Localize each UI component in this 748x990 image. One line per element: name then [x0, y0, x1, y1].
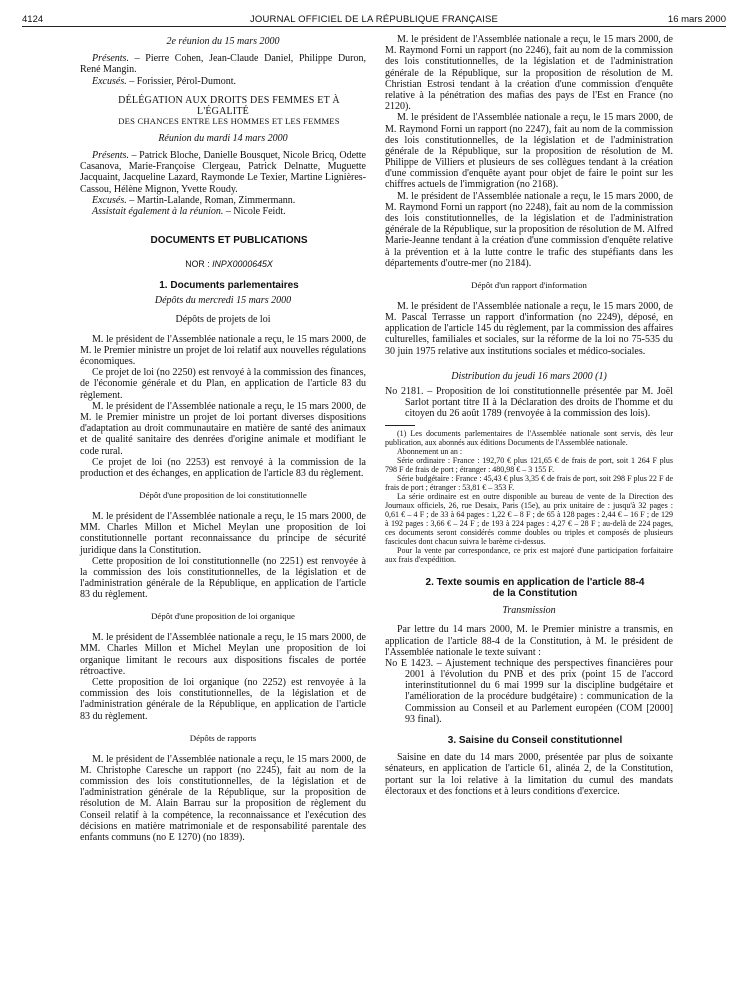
paragraph: M. le président de l'Assemblée nationale a reçu, le 15 mars 2000, de MM. Charles Millon et Michel Meylan une proposition de loi constitutionnelle portant reconnaissance du principe de sécurité juridique dans la Constitution. [80, 510, 366, 556]
page-number: 4124 [22, 14, 44, 25]
section-title: 1. Documents parlementaires [159, 280, 299, 292]
paragraph: M. le président de l'Assemblée nationale a reçu, le 15 mars 2000, de M. le Premier ministre un projet de loi relatif aux nouvelles régulations économiques. [80, 333, 366, 368]
paragraph: Saisine en date du 14 mars 2000, présentée par plus de soixante sénateurs, en application de l'article 61, alinéa 2, de la Constitution, portant sur la loi relative à la limitation du cumul des mandats électoraux et des fonctions et à leurs conditions d'exercice. [385, 752, 673, 797]
excuses-paragraph [80, 76, 366, 87]
paragraph: M. le président de l'Assemblée nationale a reçu, le 15 mars 2000, de M. Christophe Caresche un rapport (no 2245), fait au nom de la commission des lois constitutionnelles, de la législation et de l'administration générale de la République, sur la proposition de résolution de M. Alain Barrau sur la proposition de règlement du Conseil relatif à la compétence, la reconnaissance et l'exécution des décisions en matière matrimoniale et de responsabilité parentale des enfants communs (no E 1270) (no 1839). [80, 753, 366, 843]
presents-paragraph [80, 150, 366, 195]
transmission-title: Transmission [502, 605, 556, 617]
distribution-item: No 2181. – Proposition de loi constitutionnelle présentée par M. Joël Sarlot portant titre II à la Déclaration des droits de l'homme et du citoyen du 26 août 1789 (renvoyée à la commission des lois). [385, 385, 673, 420]
assistait-paragraph [80, 206, 366, 217]
paragraph: M. le président de l'Assemblée nationale a reçu, le 15 mars 2000, de M. Raymond Forni un rapport (no 2248), fait au nom de la commission des lois constitutionnelles, de la législation et de l'administration générale de la République, sur la proposition de résolution de M. Alfred Marie-Jeanne tendant à la création d'une commission d'enquête relative à la prévention et à la lutte contre le trafic des stupéfiants dans les départements d'outre-mer (no 2184). [385, 190, 673, 269]
reunion-mardi: Réunion du mardi 14 mars 2000 [158, 132, 288, 144]
footnote [385, 430, 673, 564]
delegation-subtitle: DES CHANCES ENTRE LES HOMMES ET LES FEMMES [118, 116, 340, 127]
paragraph: M. le président de l'Assemblée nationale a reçu, le 15 mars 2000, de MM. Charles Millon et Michel Meylan une proposition de loi organique limitant le recours aux dispositions fiscales de portée rétroactive. [80, 632, 366, 677]
depots-date: Dépôts du mercredi 15 mars 2000 [154, 295, 292, 307]
paragraph: M. le président de l'Assemblée nationale a reçu, le 15 mars 2000, de M. le Premier ministre un projet de loi portant diverses dispositions d'adaptation au droit communautaire en matière de santé des animaux et de qualité sanitaire des denrées d'origine animale et modifiant le code rural. [80, 400, 366, 457]
header-rule [22, 26, 726, 27]
footnote-paragraph: Série ordinaire : France : 192,70 € plus 121,65 € de frais de port, soit 1 264 F plus 798 F de frais de port ; étranger : 480,98 € – 3 155 F. [385, 456, 673, 475]
excuses-paragraph [80, 195, 366, 206]
subsection-title: Dépôts de rapports [189, 732, 257, 743]
presents-label: Présents. [92, 149, 129, 161]
paragraph: M. le président de l'Assemblée nationale a reçu, le 15 mars 2000, de M. Raymond Forni un rapport (no 2246), fait au nom de la commission des lois constitutionnelles, de la législation et de l'administration générale de la République, sur la proposition de résolution de M. Christian Estrosi tendant à la création d'une commission d'enquête relative à la pénétration des mafias des pays de l'Est en France (no 2120). [385, 34, 673, 113]
subsection-title: Dépôts de projets de loi [175, 314, 271, 326]
subsection-title: Dépôt d'une proposition de loi organique [151, 611, 295, 622]
nor-value: INPX0000645X [212, 259, 273, 270]
excuses-label: Excusés. [92, 194, 127, 206]
nor-reference [80, 260, 366, 270]
transmitted-item: No E 1423. – Ajustement technique des perspectives financières pour 2001 à l'évolution du PNB et des prix (point 15 de l'accord interinstitutionnel du 6 mai 1999 sur la discipline budgétaire et l'amélioration de la procédure budgétaire) : communication de la Commission au Conseil et au Parlement européen (COM [2000] 93 final). [385, 657, 673, 725]
presents-paragraph [80, 53, 366, 75]
section-title: 2. Texte soumis en application de l'article 88-4 [425, 576, 645, 588]
footnote-paragraph: La série ordinaire est en outre disponible au bureau de vente de la Direction des Journaux officiels, 26, rue Desaix, Paris (15e), au prix unitaire de : jusqu'à 32 pages : 0,61 € – 4 F ; de 33 à 64 pages : 1,22 € – 8 F ; de 65 à 128 pages : 2,44 € – 16 F ; de 129 à 192 pages : 3,66 € – 24 F ; de 193 à 224 pages : 4,27 € – 28 F ; au-delà de 224 pages, ces documents seront considérés comme doubles ou triples et composés de plusieurs fascicules dont chacun suivra le barème ci-dessus. [385, 492, 673, 546]
page-header [22, 10, 726, 30]
journal-title: JOURNAL OFFICIEL DE LA RÉPUBLIQUE FRANÇAISE [249, 14, 499, 25]
issue-date: 16 mars 2000 [667, 14, 726, 25]
assistait-label: Assistait également à la réunion. [92, 205, 224, 217]
paragraph: Ce projet de loi (no 2253) est renvoyé à la commission de la production et des échanges, en application de l'article 83 du règlement. [80, 456, 366, 479]
footnote-paragraph: Pour la vente par correspondance, ce prix est majoré d'une participation forfaitaire aux frais d'expédition. [385, 545, 673, 564]
footnote-paragraph: Série budgétaire : France : 45,43 € plus 3,35 € de frais de port, soit 298 F plus 22 F de frais de port ; étranger : 53,81 € – 353 F. [385, 474, 673, 493]
right-column [385, 34, 673, 797]
subsection-title: Dépôt d'une proposition de loi constitutionnelle [139, 490, 307, 501]
delegation-title: DÉLÉGATION AUX DROITS DES FEMMES ET À L'ÉGALITÉ [118, 94, 340, 117]
documents-title: DOCUMENTS ET PUBLICATIONS [150, 235, 308, 247]
presents-text: – Pierre Cohen, Jean-Claude Daniel, Philippe Duron, René Mangin. [80, 53, 366, 76]
excuses-label: Excusés. [92, 75, 127, 87]
paragraph: Cette proposition de loi organique (no 2252) est renvoyée à la commission des lois constitutionnelles, de la législation et de l'administration générale de la République, en application de l'article 83 du règlement. [80, 677, 366, 722]
excuses-text: – Forissier, Pérol-Dumont. [126, 75, 237, 87]
paragraph: M. le président de l'Assemblée nationale a reçu, le 15 mars 2000, de M. Pascal Terrasse un rapport d'information (no 2249), déposé, en application de l'article 145 du règlement, par la commission des affaires culturelles, familiales et sociales, sur la réforme de la loi no 75-535 du 30 juin 1975 relative aux institutions sociales et médico-sociales. [385, 300, 673, 357]
nor-label: NOR : [185, 259, 213, 270]
footnote-paragraph: (1) Les documents parlementaires de l'Assemblée nationale sont servis, dès leur publication, aux abonnés aux éditions Documents de l'Assemblée nationale. [385, 429, 673, 448]
left-column [80, 36, 366, 843]
presents-label: Présents. [92, 53, 129, 65]
reunion-title: 2e réunion du 15 mars 2000 [166, 36, 280, 47]
footnote-paragraph: Abonnement un an : [397, 447, 463, 457]
distribution-title: Distribution du jeudi 16 mars 2000 (1) [451, 370, 607, 382]
paragraph: Ce projet de loi (no 2250) est renvoyé à la commission des finances, de l'économie générale et du Plan, en application de l'article 83 du règlement. [80, 367, 366, 401]
footnote-rule [385, 425, 415, 426]
section-title: 3. Saisine du Conseil constitutionnel [447, 735, 623, 747]
paragraph: Par lettre du 14 mars 2000, M. le Premier ministre a transmis, en application de l'article 88-4 de la Constitution, à M. le président de l'Assemblée nationale le texte suivant : [385, 624, 673, 658]
paragraph: Cette proposition de loi constitutionnelle (no 2251) est renvoyée à la commission des lois constitutionnelles, de la législation et de l'administration générale de la République, en application de l'article 83 du règlement. [80, 555, 366, 601]
section-title-continued: de la Constitution [492, 587, 578, 599]
subsection-title: Dépôt d'un rapport d'information [471, 279, 587, 290]
excuses-text: – Martin-Lalande, Roman, Zimmermann. [126, 194, 296, 206]
paragraph: M. le président de l'Assemblée nationale a reçu, le 15 mars 2000, de M. Raymond Forni un rapport (no 2247), fait au nom de la commission des lois constitutionnelles, de la législation et de l'administration générale de la République, sur la proposition de résolution de M. Philippe de Villiers et plusieurs de ses collègues tendant à la création d'une commission d'enquête ayant pour objet de faire le point sur les chiffres actuels de l'immigration (no 2168). [385, 112, 673, 191]
assistait-text: – Nicole Feidt. [223, 205, 286, 217]
presents-text: – Patrick Bloche, Danielle Bousquet, Nicole Bricq, Odette Casanova, Marie-Françoise Clergeau, Patrick Delnatte, Muguette Jacquaint, Jacqueline Lazard, Raymonde Le Texier, Martine Lignières-Cassou, Hélène Mignon, Yvette Roudy. [80, 149, 366, 195]
